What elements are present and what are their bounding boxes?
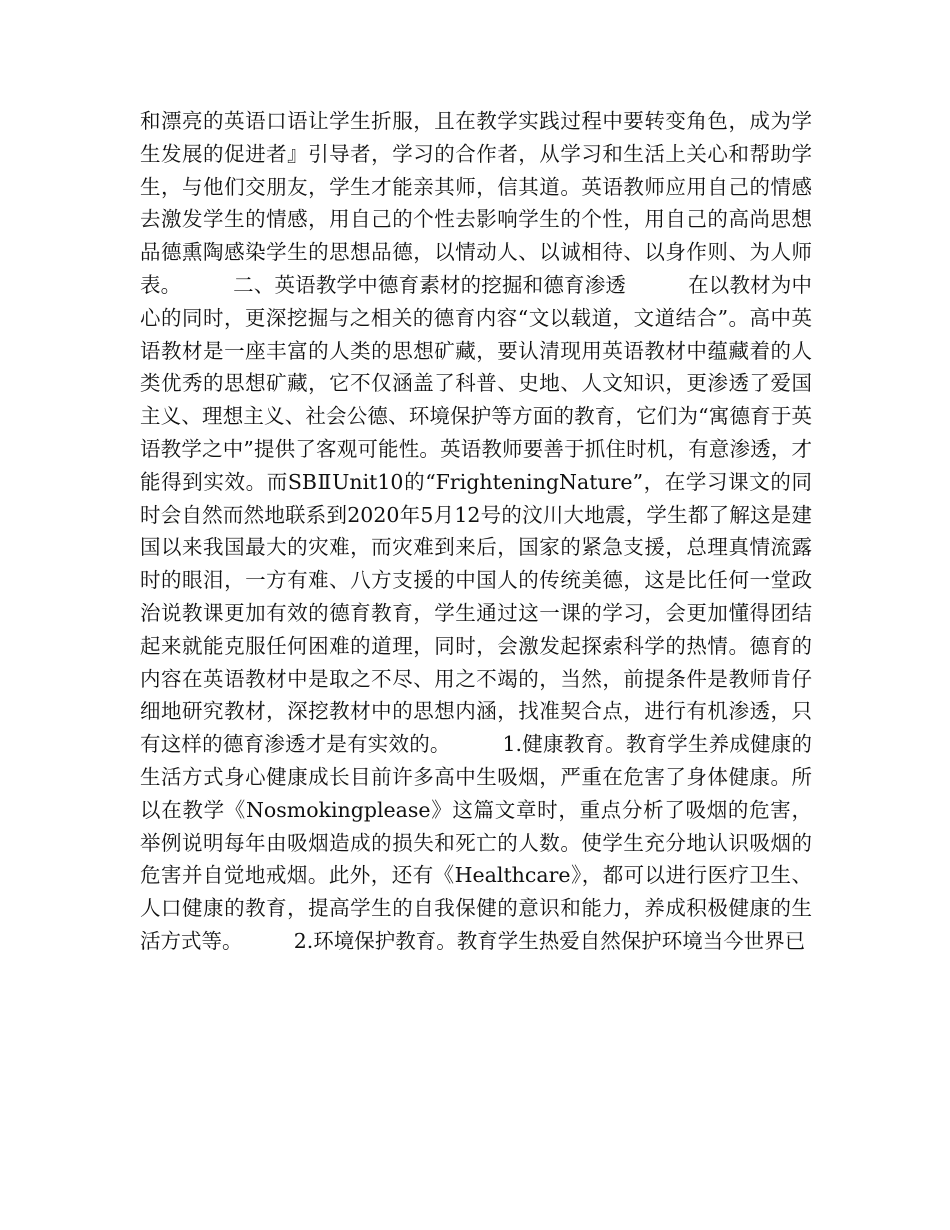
body-paragraph: 和漂亮的英语口语让学生折服，且在教学实践过程中要转变角色，成为学生发展的促进者』引导者，学习的合作者，从学习和生活上关心和帮助学生，与他们交朋友，学生才能亲其师，信其道。英语教师应用自己的情感去激发学生的情感，用自己的个性去影响学生的个性，用自己的高尚思想品德熏陶感染学生的思想品德，以情动人、以诚相待、以身作则、为人师表。 二、英语教学中德育素材的挖掘和德育渗透 在以教材为中心的同时，更深挖掘与之相关的德育内容“文以载道，文道结合”。高中英语教材是一座丰富的人类的思想矿藏，要认清现用英语教材中蕴藏着的人类优秀的思想矿藏，它不仅涵盖了科普、史地、人文知识，更渗透了爱国主义、理想主义、社会公德、环境保护等方面的教育，它们为“寓德育于英语教学之中”提供了客观可能性。英语教师要善于抓住时机，有意渗透，才能得到实效。而SBⅡUnit10的“FrighteningNature”，在学习课文的同时会自然而然地联系到2020年5月12号的汶川大地震，学生都了解这是建国以来我国最大的灾难，而灾难到来后，国家的紧急支援，总理真情流露时的眼泪，一方有难、八方支援的中国人的传统美德，这是比任何一堂政治说教课更加有效的德育教育，学生通过这一课的学习，会更加懂得团结起来就能克服任何困难的道理，同时，会激发起探索科学的热情。德育的内容在英语教材中是取之不尽、用之不竭的，当然，前提条件是教师肯仔细地研究教材，深挖教材中的思想内涵，找准契合点，进行有机渗透，只有这样的德育渗透才是有实效的。 1.健康教育。教育学生养成健康的生活方式身心健康成长目前许多高中生吸烟，严重在危害了身体健康。所以在教学《Nosmokingplease》这篇文章时，重点分析了吸烟的危害，举例说明每年由吸烟造成的损失和死亡的人数。使学生充分地认识吸烟的危害并自觉地戒烟。此外，还有《Healthcare》，都可以进行医疗卫生、人口健康的教育，提高学生的自我保健的意识和能力，养成积极健康的生活方式等。 2.环境保护教育。教育学生热爱自然保护环境当今世界已 xyxy=(140,109,812,953)
